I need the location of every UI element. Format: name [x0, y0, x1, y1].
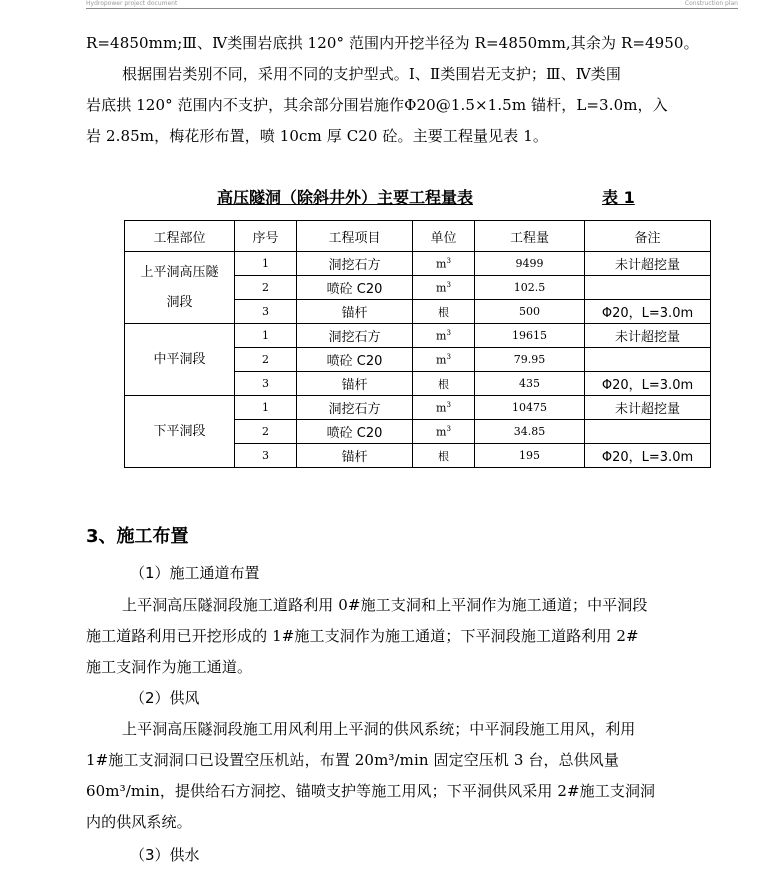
paragraph-line: 施工道路利用已开挖形成的 1#施工支洞作为施工通道；下平洞段施工道路利用 2#: [86, 627, 639, 645]
quantity-cell-text: 435: [519, 377, 540, 390]
item-cell-text: 喷砼 C20: [326, 282, 383, 297]
unit-cell-text: m: [436, 401, 447, 415]
section-cell: [125, 252, 235, 324]
row-number-cell-text: 2: [262, 353, 269, 366]
header-cell: 工程部位: [125, 221, 235, 252]
item-cell-text: 锚杆: [341, 378, 368, 393]
quantity-cell: [475, 372, 585, 396]
quantity-cell-text: 102.5: [513, 281, 546, 294]
item-cell: [297, 372, 413, 396]
item-cell-text: 洞挖石方: [328, 258, 381, 273]
unit-cell-text: 根: [438, 377, 449, 391]
section-cell: [125, 396, 235, 468]
header-rule: [86, 8, 738, 9]
note-cell: [585, 324, 711, 348]
unit-cell-text: 根: [438, 305, 449, 319]
quantity-cell-text: 10475: [512, 401, 547, 414]
quantity-cell: [475, 276, 585, 300]
note-cell-text: Φ20，L=3.0m: [601, 378, 694, 393]
unit-cell: [413, 372, 475, 396]
note-cell: [585, 300, 711, 324]
paragraph-line: 岩底拱 120° 范围内不支护，其余部分围岩施作Φ20@1.5×1.5m 锚杆，L=3.0m，入: [86, 96, 668, 114]
item-cell-text: 锚杆: [341, 306, 368, 321]
row-number-cell-text: 3: [262, 449, 269, 462]
quantity-cell: [475, 252, 585, 276]
paragraph-line: 60m³/min，提供给石方洞挖、锚喷支护等施工用风；下平洞供风采用 2#施工支洞洞: [86, 782, 656, 800]
item-cell: [297, 348, 413, 372]
note-cell: [585, 276, 711, 300]
unit-cell-text: m: [436, 425, 447, 439]
subsection-title: （3）供水: [130, 846, 200, 864]
table-number: 表 1: [602, 188, 635, 207]
quantity-cell-text: 79.95: [513, 353, 546, 366]
row-number-cell: [235, 324, 297, 348]
unit-cell: [413, 252, 475, 276]
row-number-cell: [235, 396, 297, 420]
note-cell: [585, 444, 711, 468]
note-cell-text: Φ20，L=3.0m: [601, 306, 694, 321]
row-number-cell-text: 1: [262, 329, 269, 342]
header-right-text: Construction plan: [684, 0, 738, 7]
row-number-cell-text: 2: [262, 425, 269, 438]
table-header-row: [125, 221, 711, 252]
section-name-line: 中平洞段: [153, 351, 206, 367]
note-cell-text: Φ20，L=3.0m: [601, 450, 694, 465]
header-cell: 备注: [585, 221, 711, 252]
table-row: [125, 252, 711, 276]
item-cell: [297, 300, 413, 324]
quantities-table: [124, 220, 711, 468]
note-cell-text: 未计超挖量: [614, 258, 680, 273]
quantity-cell: [475, 444, 585, 468]
header-cell: 工程量: [475, 221, 585, 252]
item-cell-text: 洞挖石方: [328, 330, 381, 345]
row-number-cell-text: 3: [262, 305, 269, 318]
row-number-cell: [235, 444, 297, 468]
row-number-cell: [235, 348, 297, 372]
unit-cell: [413, 276, 475, 300]
item-cell: [297, 420, 413, 444]
unit-superscript: 3: [446, 256, 451, 265]
item-cell: [297, 276, 413, 300]
quantity-cell-text: 34.85: [513, 425, 546, 438]
note-cell: [585, 396, 711, 420]
row-number-cell: [235, 420, 297, 444]
paragraph-line: 根据围岩类别不同，采用不同的支护型式。Ⅰ、Ⅱ类围岩无支护；Ⅲ、Ⅳ类围: [122, 65, 621, 83]
item-cell: [297, 324, 413, 348]
row-number-cell: [235, 300, 297, 324]
paragraph-line: 上平洞高压隧洞段施工道路利用 0#施工支洞和上平洞作为施工通道；中平洞段: [122, 596, 648, 614]
item-cell: [297, 252, 413, 276]
unit-cell: [413, 324, 475, 348]
unit-superscript: 3: [446, 280, 451, 289]
unit-superscript: 3: [446, 352, 451, 361]
row-number-cell: [235, 252, 297, 276]
item-cell-text: 喷砼 C20: [326, 426, 383, 441]
row-number-cell: [235, 276, 297, 300]
quantity-cell-text: 9499: [515, 257, 544, 270]
note-cell: [585, 372, 711, 396]
note-cell: [585, 348, 711, 372]
table-title: 高压隧洞（除斜井外）主要工程量表: [217, 188, 474, 207]
row-number-cell-text: 1: [262, 257, 269, 270]
item-cell-text: 锚杆: [341, 450, 368, 465]
note-cell: [585, 420, 711, 444]
quantity-cell: [475, 396, 585, 420]
paragraph-line: 岩 2.85m，梅花形布置，喷 10cm 厚 C20 砼。主要工程量见表 1。: [86, 127, 548, 145]
unit-cell: [413, 300, 475, 324]
table-row: [125, 324, 711, 348]
row-number-cell-text: 2: [262, 281, 269, 294]
item-cell: [297, 444, 413, 468]
note-cell: [585, 252, 711, 276]
unit-cell-text: m: [436, 257, 447, 271]
unit-superscript: 3: [446, 400, 451, 409]
paragraph-line: R=4850mm;Ⅲ、Ⅳ类围岩底拱 120° 范围内开挖半径为 R=4850mm,其余为 R=4950。: [86, 34, 699, 52]
unit-superscript: 3: [446, 328, 451, 337]
quantity-cell-text: 19615: [512, 329, 547, 342]
quantity-cell: [475, 348, 585, 372]
subsection-title: （2）供风: [130, 689, 200, 707]
header-cell: 工程项目: [297, 221, 413, 252]
row-number-cell-text: 1: [262, 401, 269, 414]
unit-cell: [413, 420, 475, 444]
unit-cell-text: m: [436, 329, 447, 343]
note-cell-text: 未计超挖量: [614, 330, 680, 345]
section-title: 3、施工布置: [86, 526, 189, 547]
section-name-line: 上平洞高压隧: [140, 264, 219, 280]
unit-cell: [413, 444, 475, 468]
paragraph-line: 施工支洞作为施工通道。: [86, 658, 253, 676]
paragraph-line: 上平洞高压隧洞段施工用风利用上平洞的供风系统；中平洞段施工用风，利用: [122, 720, 636, 738]
quantity-cell: [475, 324, 585, 348]
header-cell: 单位: [413, 221, 475, 252]
quantity-cell: [475, 420, 585, 444]
unit-cell: [413, 396, 475, 420]
unit-superscript: 3: [446, 424, 451, 433]
paragraph-line: 内的供风系统。: [86, 813, 192, 831]
quantity-cell-text: 500: [519, 305, 540, 318]
unit-cell-text: 根: [438, 449, 449, 463]
header-left-text: Hydropower project document: [86, 0, 178, 7]
row-number-cell-text: 3: [262, 377, 269, 390]
section-name-line: 洞段: [166, 294, 193, 310]
note-cell-text: 未计超挖量: [614, 402, 680, 417]
item-cell-text: 洞挖石方: [328, 402, 381, 417]
paragraph-line: 1#施工支洞洞口已设置空压机站，布置 20m³/min 固定空压机 3 台，总供风量: [86, 751, 619, 769]
section-name-line: 下平洞段: [153, 423, 206, 439]
subsection-title: （1）施工通道布置: [130, 564, 260, 582]
section-cell: [125, 324, 235, 396]
quantity-cell-text: 195: [519, 449, 540, 462]
table-row: [125, 396, 711, 420]
item-cell-text: 喷砼 C20: [326, 354, 383, 369]
row-number-cell: [235, 372, 297, 396]
quantity-cell: [475, 300, 585, 324]
item-cell: [297, 396, 413, 420]
unit-cell: [413, 348, 475, 372]
unit-cell-text: m: [436, 353, 447, 367]
header-cell: 序号: [235, 221, 297, 252]
unit-cell-text: m: [436, 281, 447, 295]
